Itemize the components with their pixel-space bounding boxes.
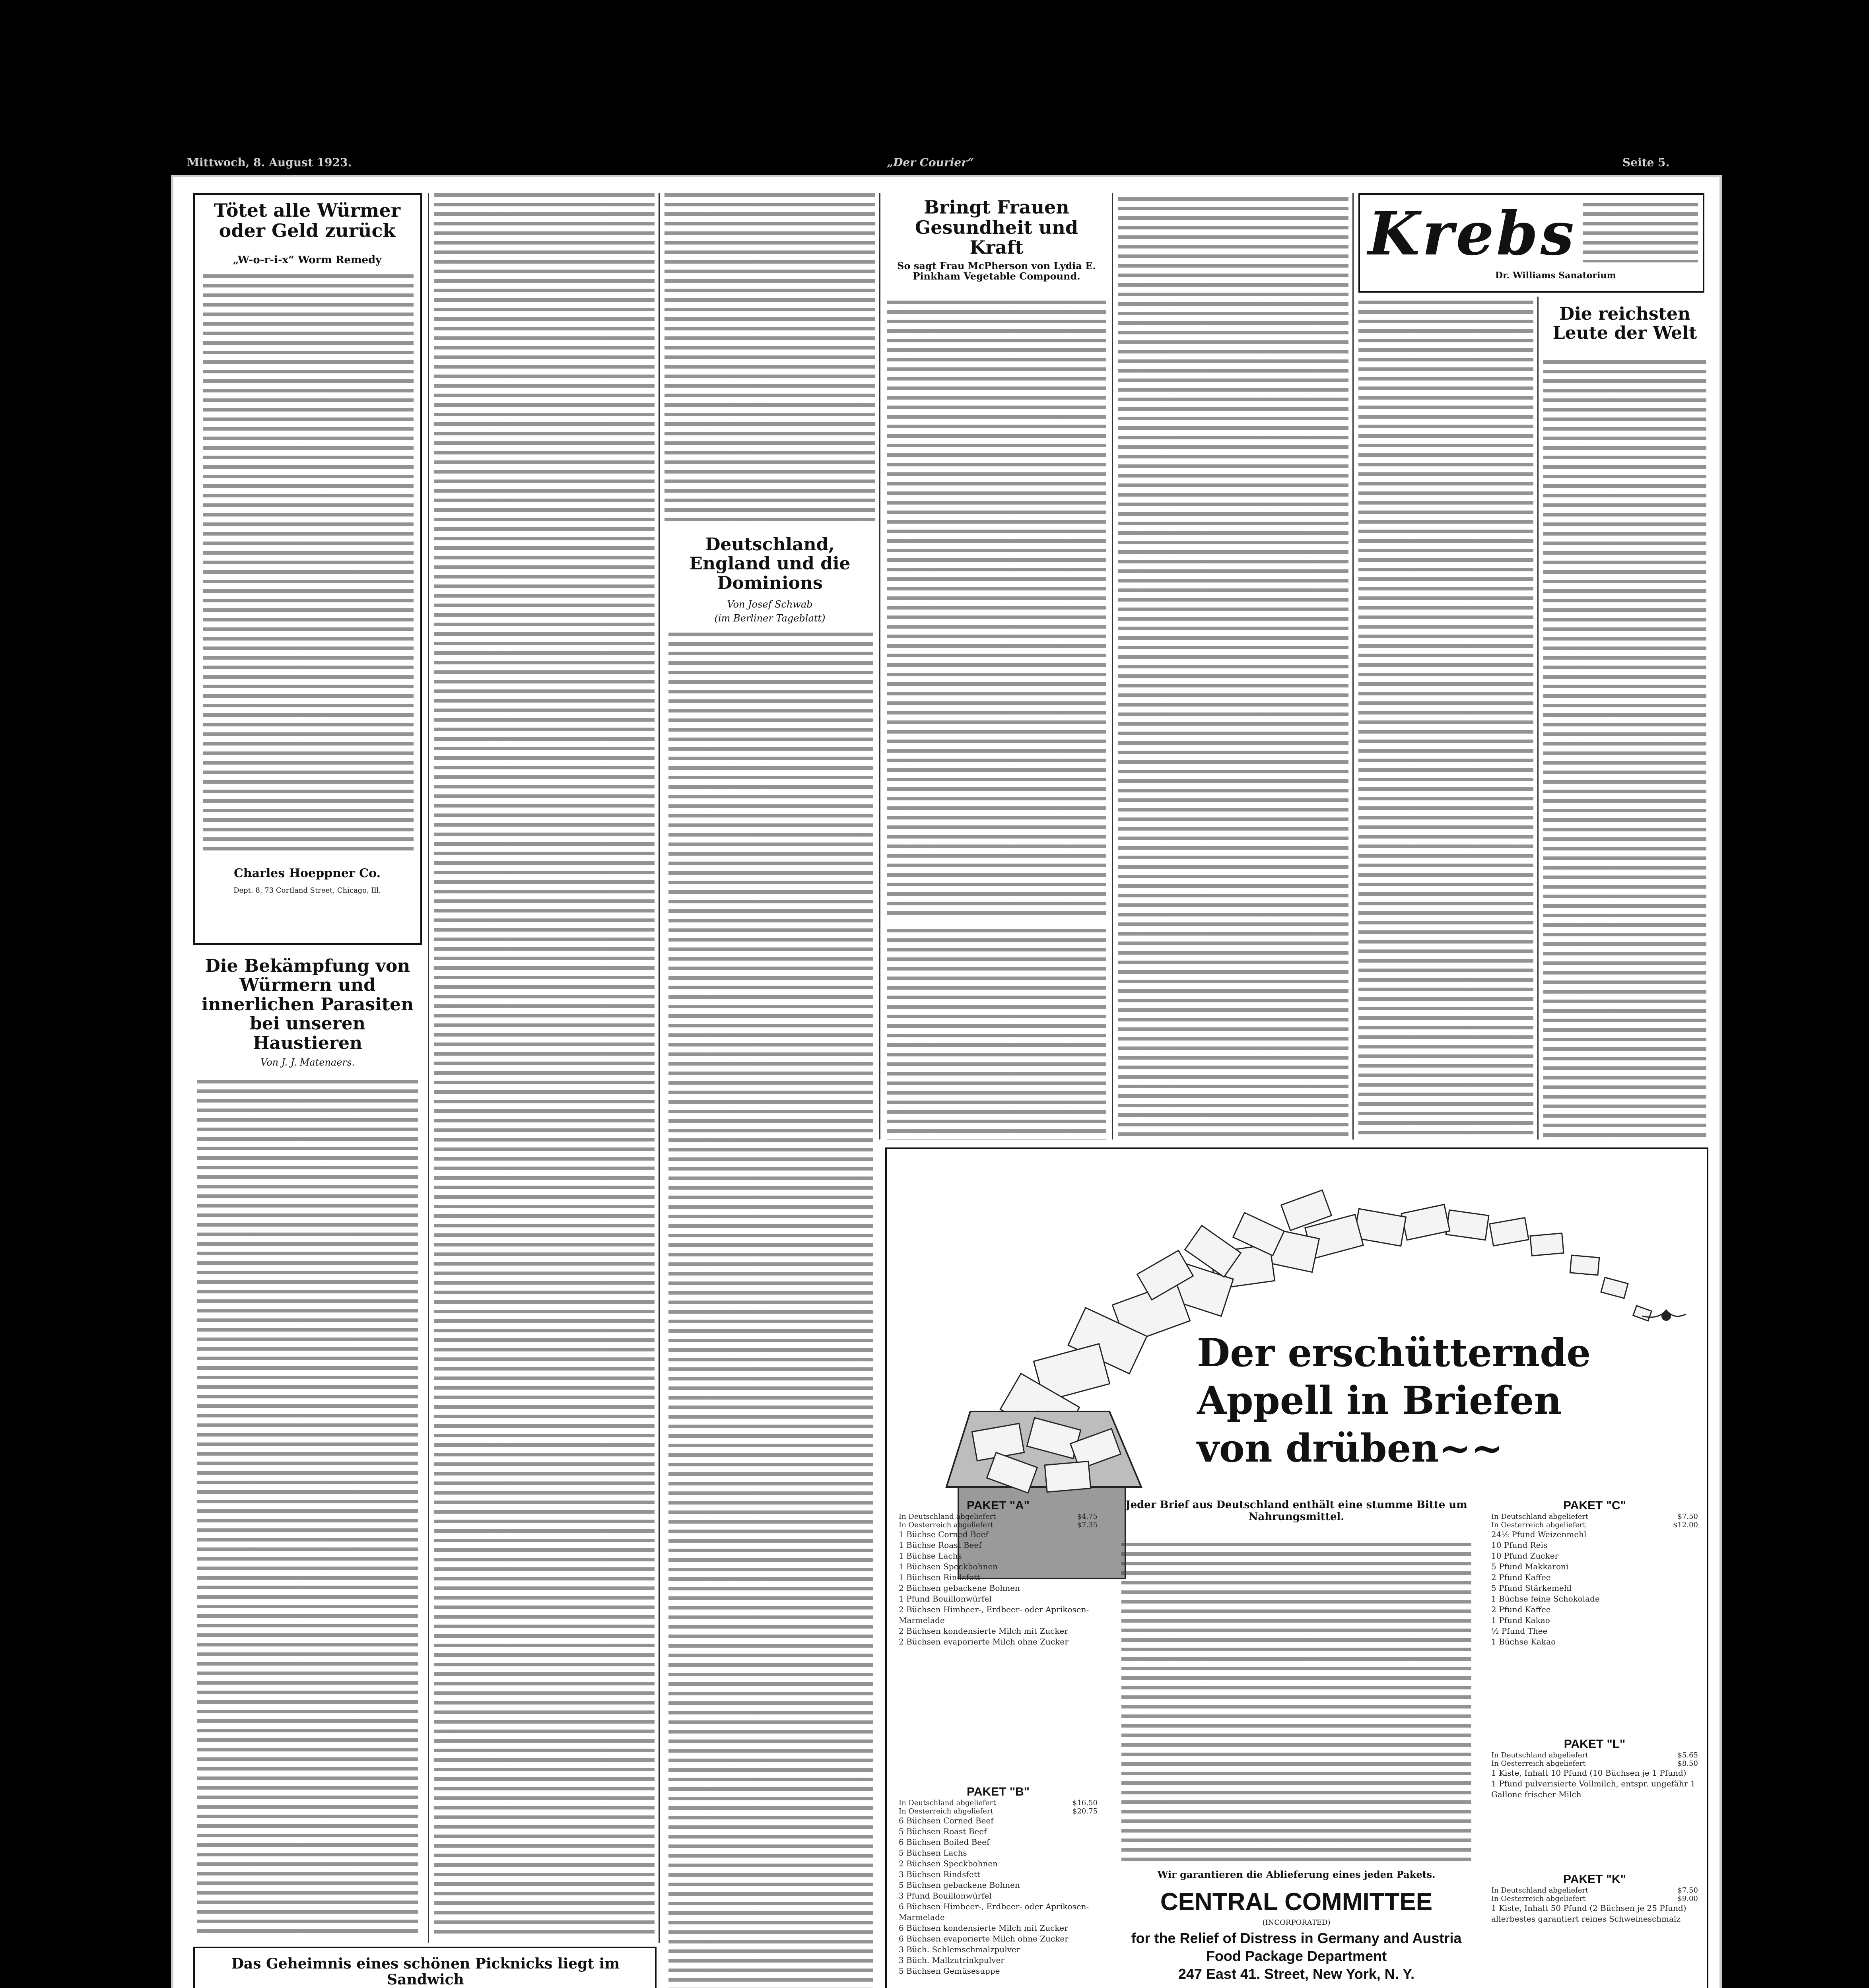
list-item: 3 Pfund Bouillonwürfel [899, 1891, 992, 1901]
crown-bakery-ad [193, 1947, 657, 1988]
column-rule [1352, 193, 1354, 1140]
appeal-guarantee: Wir garantieren die Ablieferung eines jeden Pakets. [1157, 1869, 1436, 1880]
list-item: 6 Büchsen Himbeer-, Erdbeer- oder Aprikosen-Marmelade [899, 1902, 1089, 1922]
parasites-article-end [664, 193, 875, 527]
worm-ad-product: „W-o-r-i-x“ Worm Remedy [233, 254, 382, 266]
dominions-article-continued [887, 929, 1106, 1140]
worm-ad-title: Tötet alle Würmer oder Geld zurück [214, 200, 400, 241]
list-item: 1 Büchsen Rindsfett [899, 1573, 980, 1582]
column-rule [1537, 297, 1539, 1140]
list-item: 1 Büchse Lachs [899, 1551, 962, 1561]
central-committee-department: Food Package Department [1206, 1948, 1387, 1964]
paket-b-at-price: $20.75 [1072, 1807, 1098, 1815]
paket-b-de-price: $16.50 [1072, 1799, 1098, 1807]
list-item: 6 Büchsen Boiled Beef [899, 1837, 990, 1847]
list-item: 5 Büchsen Roast Beef [899, 1827, 987, 1836]
reichsten-article-text [1543, 360, 1706, 1140]
paket-l [1491, 1738, 1698, 1800]
dominions-article-source: (im Berliner Tageblatt) [714, 613, 826, 624]
list-item: 1 Büchse Kakao [1491, 1637, 1556, 1646]
column-rule [659, 193, 660, 1943]
list-item: 1 Pfund Kakao [1491, 1615, 1550, 1625]
list-item: 1 Kiste, Inhalt 10 Pfund (10 Büchsen je 1 Pfund) [1491, 1768, 1686, 1778]
paket-c-at-price: $12.00 [1673, 1521, 1698, 1529]
dominions-article-text [668, 633, 873, 1988]
list-item: 2 Büchsen kondensierte Milch mit Zucker [899, 1626, 1068, 1636]
paket-k [1491, 1873, 1698, 1924]
central-committee-address: 247 East 41. Street, New York, N. Y. [1178, 1966, 1415, 1982]
worm-remedy-ad [193, 193, 422, 945]
parasites-article-text [197, 1080, 418, 1939]
central-committee-incorporated: (INCORPORATED) [1262, 1918, 1331, 1927]
paket-c-de-price: $7.50 [1677, 1512, 1698, 1521]
pinkham-ad-title: Bringt Frauen Gesundheit und Kraft [915, 196, 1078, 258]
paket-b [899, 1785, 1098, 1976]
paket-a-title: PAKET "A" [967, 1499, 1030, 1512]
paket-a-at-label: In Oesterreich abgeliefert [899, 1521, 993, 1529]
list-item: 1 Büchse feine Schokolade [1491, 1594, 1600, 1604]
list-item: 5 Büchsen gebackene Bohnen [899, 1880, 1020, 1890]
appeal-headline-3: von drüben~~ [1197, 1426, 1503, 1471]
reichsten-article-title: Die reichsten Leute der Welt [1552, 304, 1697, 344]
list-item: 2 Pfund Kaffee [1491, 1605, 1551, 1614]
paket-k-at-price: $9.00 [1677, 1895, 1698, 1903]
list-item: 3 Büchsen Rindsfett [899, 1870, 980, 1879]
appeal-intro-text: Jeder Brief aus Deutschland enthält eine stumme Bitte um Nahrungsmittel. [1125, 1499, 1467, 1523]
paket-k-at-label: In Oesterreich abgeliefert [1491, 1895, 1586, 1903]
list-item: 3 Büch. Schlemschmalzpulver [899, 1945, 1020, 1954]
paket-l-de-price: $5.65 [1677, 1751, 1698, 1759]
paket-a-de-price: $4.75 [1077, 1512, 1098, 1521]
dominions-article-col5 [1118, 197, 1348, 1140]
pinkham-ad-text [887, 301, 1106, 921]
issue-date: Mittwoch, 8. August 1923. [187, 156, 352, 169]
worm-ad-text [203, 274, 414, 855]
list-item: 6 Büchsen evaporierte Milch ohne Zucker [899, 1934, 1069, 1943]
list-item: 2 Pfund Kaffee [1491, 1573, 1551, 1582]
paket-l-de-label: In Deutschland abgeliefert [1491, 1751, 1589, 1759]
paket-a-de-label: In Deutschland abgeliefert [899, 1512, 996, 1521]
paket-l-title: PAKET "L" [1564, 1738, 1626, 1751]
parasites-article-byline: Von J. J. Matenaers. [260, 1057, 355, 1068]
list-item: 2 Büchsen Speckbohnen [899, 1859, 998, 1868]
worm-ad-company: Charles Hoeppner Co. [233, 866, 381, 880]
list-item: ½ Pfund Thee [1491, 1626, 1548, 1636]
paket-k-de-price: $7.50 [1677, 1886, 1698, 1895]
paket-c-at-label: In Oesterreich abgeliefert [1491, 1521, 1586, 1529]
paket-b-at-label: In Oesterreich abgeliefert [899, 1807, 993, 1815]
paket-l-at-price: $8.50 [1677, 1759, 1698, 1768]
list-item: 1 Pfund pulverisierte Vollmilch, entspr. ungefähr 1 Gallone frischer Milch [1491, 1779, 1696, 1799]
list-item: 2 Büchsen Himbeer-, Erdbeer- oder Aprikosen-Marmelade [899, 1605, 1089, 1625]
paket-a-at-price: $7.35 [1077, 1521, 1098, 1529]
list-item: 1 Büchse Roast Beef [899, 1540, 982, 1550]
appeal-headline-2: Appell in Briefen [1197, 1378, 1562, 1423]
list-item: 24½ Pfund Weizenmehl [1491, 1530, 1587, 1539]
paket-l-at-label: In Oesterreich abgeliefert [1491, 1759, 1586, 1768]
krebs-ad-text [1583, 203, 1698, 262]
appeal-body-text [1121, 1543, 1471, 1861]
krebs-doctor: Dr. Williams Sanatorium [1495, 270, 1616, 281]
dominions-article-byline: Von Josef Schwab [727, 599, 813, 610]
list-item: 2 Büchsen gebackene Bohnen [899, 1583, 1020, 1593]
dominions-article-title: Deutschland, England und die Dominions [689, 534, 851, 593]
list-item: 5 Büchsen Gemüsesuppe [899, 1966, 1000, 1976]
column-rule [879, 193, 880, 1140]
list-item: 3 Büch. Mallzutrinkpulver [899, 1955, 1004, 1965]
central-committee-ad [885, 1147, 1708, 1988]
paket-c-de-label: In Deutschland abgeliefert [1491, 1512, 1589, 1521]
list-item: 1 Pfund Bouillonwürfel [899, 1594, 992, 1604]
column-rule [428, 193, 429, 1943]
paket-k-title: PAKET "K" [1563, 1873, 1626, 1886]
list-item: 6 Büchsen Corned Beef [899, 1816, 994, 1825]
paket-c-title: PAKET "C" [1563, 1499, 1626, 1512]
list-item: 1 Büchsen Speckbohnen [899, 1562, 998, 1571]
list-item: 5 Pfund Makkaroni [1491, 1562, 1569, 1571]
newspaper-name: „Der Courier“ [887, 156, 974, 169]
central-committee-purpose: for the Relief of Distress in Germany and Austria [1131, 1930, 1462, 1946]
parasites-article-title: Die Bekämpfung von Würmern und innerlichen Parasiten bei unseren Haustieren [201, 956, 414, 1053]
list-item: 10 Pfund Reis [1491, 1540, 1548, 1550]
worm-ad-address: Dept. 8, 73 Cortland Street, Chicago, Ill. [233, 886, 381, 895]
central-committee-name: CENTRAL COMMITTEE [1160, 1888, 1433, 1916]
list-item: 5 Pfund Stärkemehl [1491, 1583, 1572, 1593]
paket-b-title: PAKET "B" [967, 1785, 1030, 1798]
list-item: 5 Büchsen Lachs [899, 1848, 967, 1858]
newspaper-page [171, 175, 1722, 1988]
page-number: Seite 5. [1622, 156, 1670, 169]
column-rule [1112, 193, 1113, 1140]
list-item: 1 Büchse Corned Beef [899, 1530, 989, 1539]
paket-a [899, 1499, 1098, 1647]
list-item: 6 Büchsen kondensierte Milch mit Zucker [899, 1923, 1068, 1933]
pinkham-ad-subtitle: So sagt Frau McPherson von Lydia E. Pinkham Vegetable Compound. [897, 260, 1096, 282]
paket-k-de-label: In Deutschland abgeliefert [1491, 1886, 1589, 1895]
list-item: 1 Kiste, Inhalt 50 Pfund (2 Büchsen je 25 Pfund) allerbestes garantiert reines Schweineschmalz [1491, 1903, 1686, 1924]
parasites-article-continued [434, 193, 655, 1939]
appeal-intro [1117, 1499, 1475, 1523]
krebs-ad [1358, 193, 1704, 293]
dominions-article-col6 [1358, 301, 1533, 1140]
crown-ad-title: Das Geheimnis eines schönen Picknicks liegt im Sandwich [231, 1955, 620, 1988]
krebs-logo: Krebs [1368, 199, 1577, 269]
list-item: 2 Büchsen evaporierte Milch ohne Zucker [899, 1637, 1069, 1646]
paket-b-de-label: In Deutschland abgeliefert [899, 1799, 996, 1807]
appeal-headline-1: Der erschütternde [1197, 1330, 1591, 1375]
paket-c [1491, 1499, 1698, 1647]
list-item: 10 Pfund Zucker [1491, 1551, 1559, 1561]
